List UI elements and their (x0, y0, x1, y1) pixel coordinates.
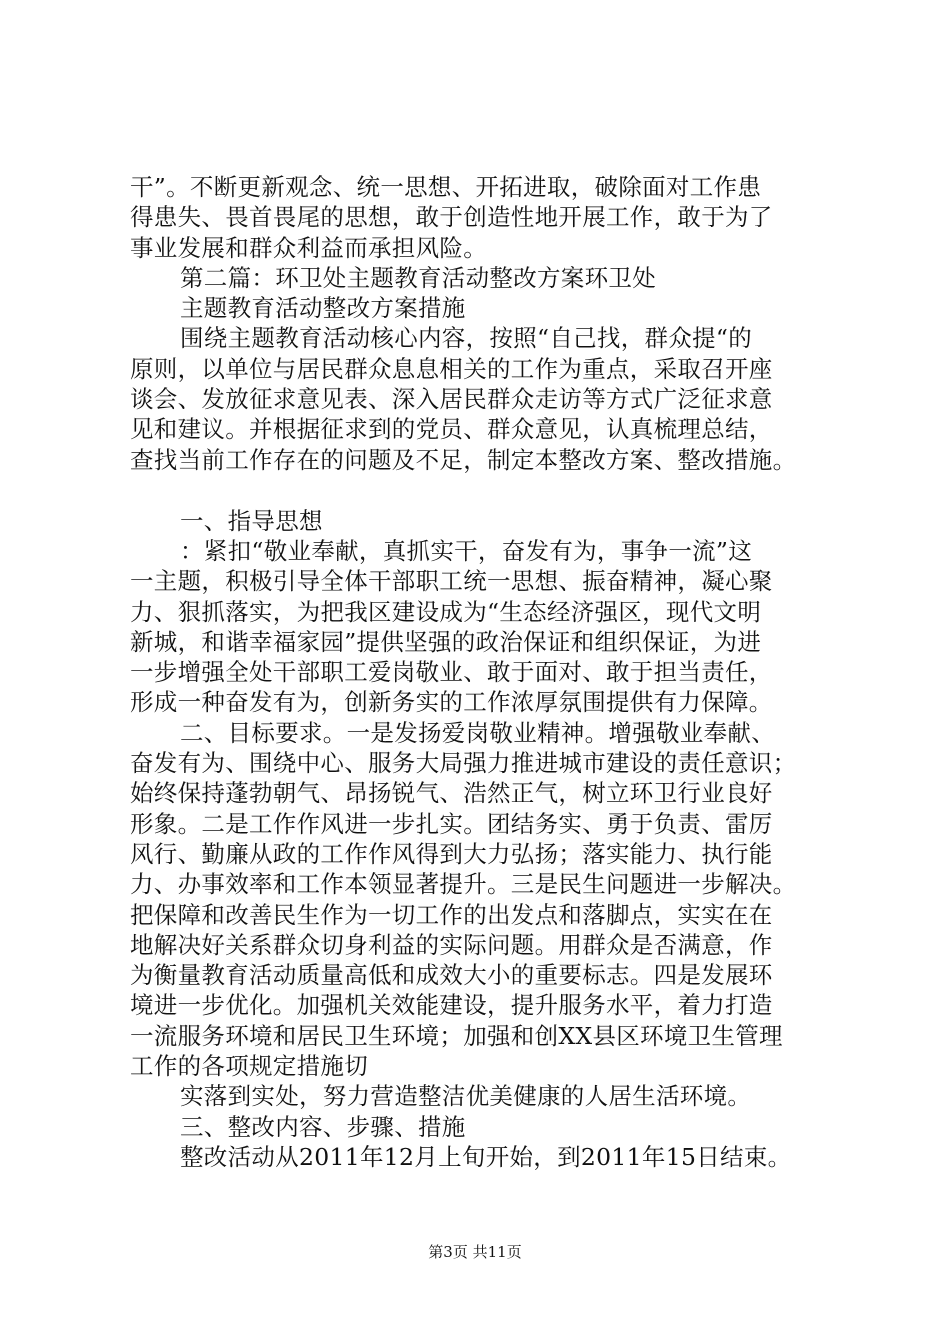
text-line: 把保障和改善民生作为一切工作的出发点和落脚点，实实在在 (130, 900, 773, 929)
text-line: 力、狠抓落实，为把我区建设成为“生态经济强区，现代文明 (130, 597, 762, 626)
text-line: 见和建议。并根据征求到的党员、群众意见，认真梳理总结， (130, 415, 773, 444)
text-line: 一步增强全处干部职工爱岗敬业、敢于面对、敢于担当责任， (130, 658, 773, 687)
text-line: 原则，以单位与居民群众息息相关的工作为重点，采取召开座 (130, 354, 773, 383)
heading-guiding-thought: 一、指导思想 (180, 506, 323, 535)
text-line: 谈会、发放征求意见表、深入居民群众走访等方式广泛征求意 (130, 385, 773, 414)
paragraph-start: ：紧扣“敬业奉献，真抓实干，奋发有为，事争一流”这 (180, 536, 753, 565)
text-line: 事业发展和群众利益而承担风险。 (130, 233, 487, 262)
text-line: 干”。不断更新观念、统一思想、开拓进取，破除面对工作患 (130, 173, 762, 201)
text-line: 为衡量教育活动质量高低和成效大小的重要标志。四是发展环 (130, 961, 773, 990)
text-line: 境进一步优化。加强机关效能建设，提升服务水平，着力打造 (130, 991, 773, 1020)
page-number: 第3页 共11页 (428, 1243, 522, 1261)
document-body (130, 172, 830, 1172)
text-line: 奋发有为、围绕中心、服务大局强力推进城市建设的责任意识； (130, 749, 797, 778)
text-line: 得患失、畏首畏尾的思想，敢于创造性地开展工作，敢于为了 (130, 203, 773, 232)
section-title: 第二篇：环卫处主题教育活动整改方案环卫处 (180, 263, 656, 292)
text-line: 地解决好关系群众切身利益的实际问题。用群众是否满意，作 (130, 930, 773, 959)
text-line: 实落到实处，努力营造整洁优美健康的人居生活环境。 (180, 1082, 752, 1111)
text-line: 始终保持蓬勃朝气、昂扬锐气、浩然正气，树立环卫行业良好 (130, 779, 773, 808)
text-line: 风行、勤廉从政的工作作风得到大力弘扬；落实能力、执行能 (130, 839, 773, 868)
text-line: 形成一种奋发有为，创新务实的工作浓厚氛围提供有力保障。 (130, 688, 773, 717)
heading-goals: 二、目标要求。一是发扬爱岗敬业精神。增强敬业奉献、 (180, 718, 775, 747)
paragraph-start: 围绕主题教育活动核心内容，按照“自己找，群众提“的 (180, 324, 753, 353)
paragraph-start: 整改活动从2011年12月上旬开始，到2011年15日结束。 (180, 1142, 792, 1171)
section-subtitle: 主题教育活动整改方案措施 (180, 294, 466, 323)
text-line: 查找当前工作存在的问题及不足，制定本整改方案、整改措施。 (130, 445, 797, 474)
text-line: 新城，和谐幸福家园”提供坚强的政治保证和组织保证，为进 (130, 627, 762, 656)
text-line: 工作的各项规定措施切 (130, 1052, 368, 1081)
text-line: 力、办事效率和工作本领显著提升。三是民生问题进一步解决。 (130, 870, 797, 899)
text-line: 一流服务环境和居民卫生环境；加强和创XX县区环境卫生管理 (130, 1021, 783, 1050)
text-line: 一主题，积极引导全体干部职工统一思想、振奋精神，凝心聚 (130, 567, 773, 596)
heading-rectification: 三、整改内容、步骤、措施 (180, 1112, 466, 1141)
text-line: 形象。二是工作作风进一步扎实。团结务实、勇于负责、雷厉 (130, 809, 773, 838)
